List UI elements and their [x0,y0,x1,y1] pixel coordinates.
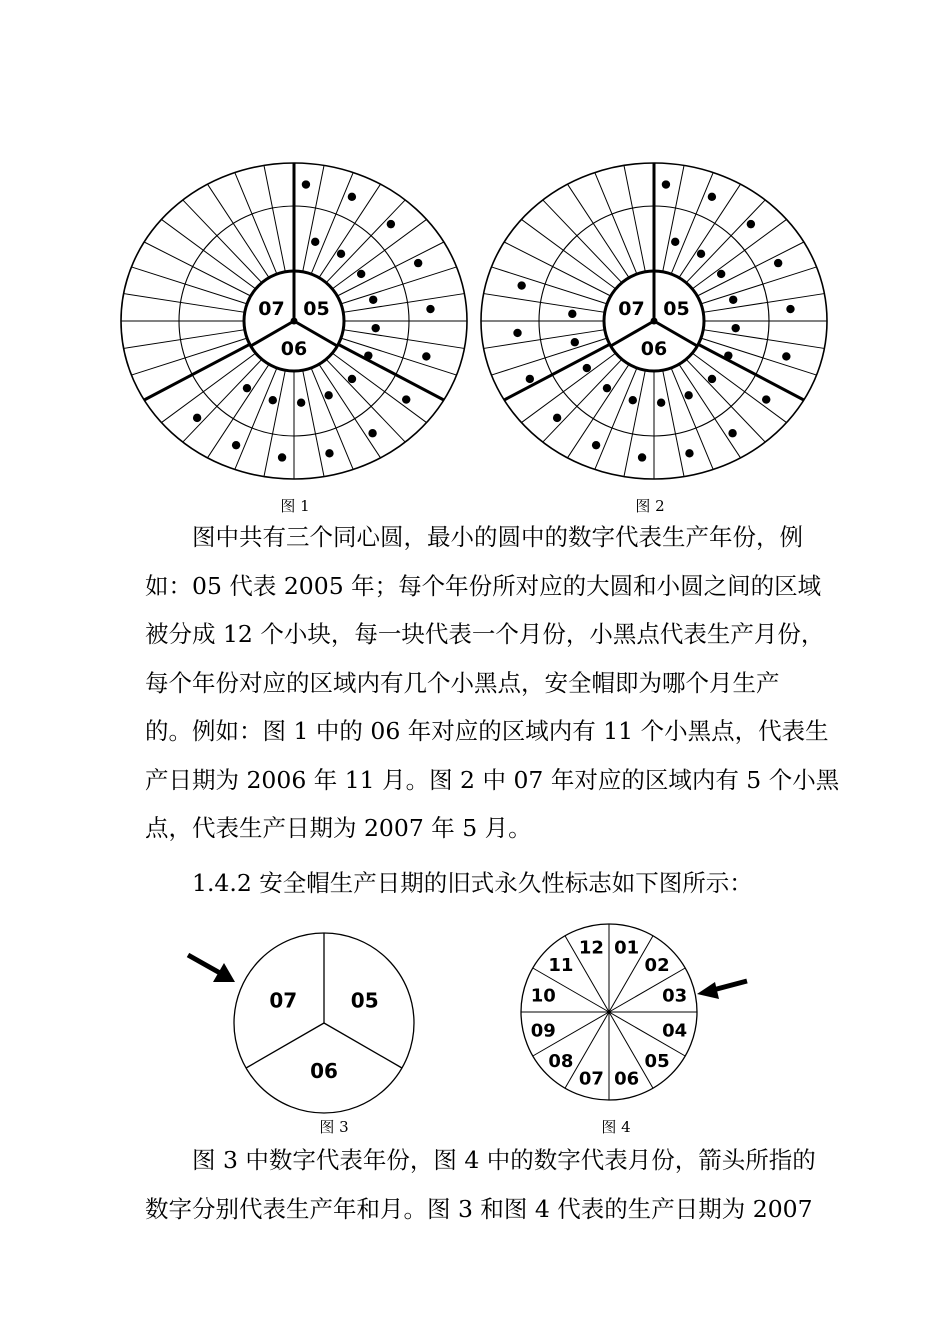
paragraph-1-line: 被分成 12 个小块，每一块代表一个月份，小黑点代表生产月份， [145,620,825,648]
pointer-arrow-shaft [713,981,747,990]
figure-2 [478,160,830,482]
month-divider [235,368,277,469]
month-divider [208,184,270,278]
pointer-arrow-head [697,982,719,999]
figure-1 [118,160,470,482]
figure-3-caption: 图 3 [319,1118,349,1136]
month-dot [278,453,286,461]
month-dot [422,352,430,360]
paragraph-3-line: 数字分别代表生产年和月。图 3 和图 4 代表的生产日期为 2007 [145,1194,813,1223]
month-dot [729,296,737,304]
month-dot [762,395,770,403]
year-label: 07 [618,298,645,320]
month-divider [595,368,637,469]
paragraph-3-line: 图 3 中数字代表年份，图 4 中的数字代表月份，箭头所指的 [192,1146,816,1174]
month-dot [685,449,693,457]
month-divider [686,200,765,283]
month-divider [343,330,464,349]
month-dot [297,398,305,406]
month-dot [731,324,739,332]
paragraph-1-line: 产日期为 2006 年 11 月。图 2 中 07 年对应的区域内有 5 个小黑 [145,765,840,794]
month-divider [703,330,824,349]
month-divider [521,353,615,422]
month-dot [513,329,521,337]
paragraph-1-line: 如：05 代表 2005 年；每个年份所对应的大圆和小圆之间的区域 [145,571,822,600]
month-dot [269,396,277,404]
month-label: 08 [548,1051,574,1073]
month-dot [583,364,591,372]
paragraph-1-line: 的。例如：图 1 中的 06 年对应的区域内有 11 个小黑点，代表生 [145,717,829,745]
month-dot [526,375,534,383]
month-divider [124,294,245,313]
month-dot [369,296,377,304]
month-divider [703,294,824,313]
month-dot [348,375,356,383]
month-divider [264,165,285,271]
month-label: 04 [662,1020,688,1042]
month-divider [484,294,605,313]
center-dot [651,318,658,325]
year-label: 06 [640,338,668,360]
month-label: 05 [644,1051,670,1073]
paragraph-3 [145,1136,816,1233]
month-label: 06 [614,1068,640,1090]
month-divider [692,219,786,288]
month-divider [568,184,630,278]
year-label: 06 [280,338,308,360]
month-divider [303,370,324,476]
figure-2-caption: 图 2 [635,497,665,515]
month-dot [311,238,319,246]
month-dot [337,250,345,258]
month-dot [774,259,782,267]
month-dot [193,414,201,422]
month-dot [747,220,755,228]
month-dot [684,391,692,399]
month-dot [426,305,434,313]
month-dot [368,429,376,437]
month-dot [603,384,611,392]
month-label: 09 [530,1020,556,1042]
month-divider [124,330,245,349]
month-divider [663,370,684,476]
month-dot [517,281,525,289]
month-dot [671,238,679,246]
month-dot [717,270,725,278]
month-dot [724,351,732,359]
section-heading-1-4-2: 1.4.2 安全帽生产日期的旧式永久性标志如下图所示： [192,869,753,897]
month-label: 02 [644,954,670,976]
month-divider [484,330,605,349]
month-divider [332,353,426,422]
month-divider [183,200,262,283]
month-dot [387,220,395,228]
month-divider [235,173,277,274]
month-dot [232,441,240,449]
center-dot [291,318,298,325]
month-dot [629,396,637,404]
year-label: 06 [310,1059,338,1083]
month-dot [364,351,372,359]
month-dot [782,352,790,360]
month-dot [571,338,579,346]
pointer-arrow-shaft [188,955,220,973]
month-divider [624,165,645,271]
month-label: 12 [578,937,604,959]
month-dot [371,324,379,332]
month-dot [786,305,794,313]
month-dot [357,270,365,278]
month-divider [595,173,637,274]
figure-1-caption: 图 1 [280,497,310,515]
month-dot [697,250,705,258]
month-dot [414,259,422,267]
month-dot [638,453,646,461]
month-label: 11 [548,954,574,976]
date-dial-fig1 [118,160,470,482]
month-divider [343,294,464,313]
figure-3 [180,915,420,1115]
month-divider [543,200,622,283]
month-divider [161,353,255,422]
paragraph-1-line: 每个年份对应的区域内有几个小黑点，安全帽即为哪个月生产 [145,668,780,697]
paragraph-1 [145,513,840,853]
month-dot [657,398,665,406]
month-dot [348,193,356,201]
paragraph-2 [145,859,810,908]
month-divider [692,353,786,422]
month-divider [326,200,405,283]
year-label: 07 [258,298,285,320]
year-label: 05 [303,298,330,320]
date-dial-fig2 [478,160,830,482]
year-label: 05 [663,298,690,320]
month-dot [302,180,310,188]
month-divider [161,219,255,288]
month-dot [325,449,333,457]
month-dial-fig4 [505,915,765,1115]
month-dot [243,384,251,392]
paragraph-1-line: 点，代表生产日期为 2007 年 5 月。 [145,814,532,842]
month-dot [553,414,561,422]
month-dot [728,429,736,437]
month-divider [332,219,426,288]
paragraph-1-line: 图中共有三个同心圆，最小的圆中的数字代表生产年份，例 [192,523,803,551]
month-divider [521,219,615,288]
year-dial-fig3 [180,915,420,1115]
month-dot [568,310,576,318]
month-dot [662,180,670,188]
month-dot [592,441,600,449]
month-label: 03 [662,985,688,1007]
year-label: 05 [350,988,379,1013]
month-label: 10 [530,985,556,1007]
month-label: 07 [578,1068,604,1090]
month-dot [324,391,332,399]
month-dot [708,375,716,383]
figure-4-caption: 图 4 [601,1118,631,1136]
month-dot [402,395,410,403]
year-label: 07 [269,988,298,1013]
month-divider [671,173,713,274]
month-dot [708,193,716,201]
figure-4 [505,915,765,1115]
month-divider [311,173,353,274]
month-label: 01 [614,937,640,959]
